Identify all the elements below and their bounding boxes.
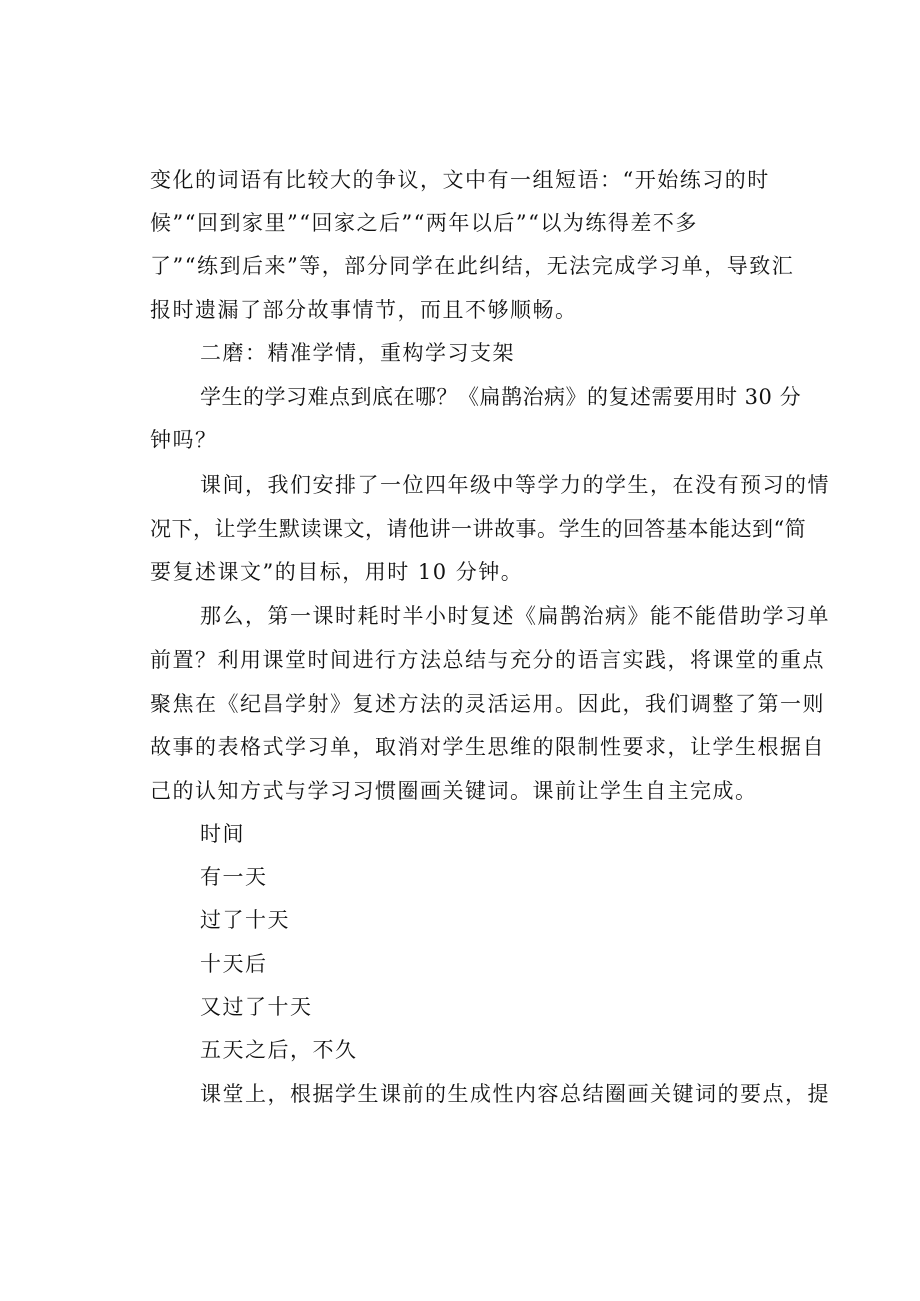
table-cell: 有一天 <box>200 865 268 889</box>
paragraph-line: 那么，第一课时耗时半小时复述《扁鹊治病》能不能借助学习单 <box>200 604 830 628</box>
table-cell: 十天后 <box>200 952 268 976</box>
table-label: 时间 <box>200 822 245 846</box>
table-cell: 又过了十天 <box>200 995 313 1019</box>
table-cell: 过了十天 <box>200 908 290 932</box>
paragraph-line: 况下，让学生默读课文，请他讲一讲故事。学生的回答基本能达到“简 <box>150 517 807 541</box>
section-heading: 二磨：精准学情，重构学习支架 <box>200 341 515 365</box>
paragraph-line: 聚焦在《纪昌学射》复述方法的灵活运用。因此，我们调整了第一则 <box>150 692 825 716</box>
paragraph-line: 变化的词语有比较大的争议，文中有一组短语：“开始练习的时 <box>150 168 770 192</box>
paragraph-line: 己的认知方式与学习习惯圈画关键词。课前让学生自主完成。 <box>150 779 758 803</box>
table-cell: 五天之后，不久 <box>200 1038 358 1062</box>
paragraph-line: 报时遗漏了部分故事情节，而且不够顺畅。 <box>150 298 578 322</box>
paragraph-line: 学生的学习难点到底在哪？《扁鹊治病》的复述需要用时 30 分 <box>200 385 802 409</box>
paragraph-line: 故事的表格式学习单，取消对学生思维的限制性要求，让学生根据自 <box>150 735 825 759</box>
paragraph-line: 课堂上，根据学生课前的生成性内容总结圈画关键词的要点，提 <box>200 1082 830 1106</box>
paragraph-line: 候”“回到家里”“回家之后”“两年以后”“以为练得差不多 <box>150 211 698 235</box>
paragraph-line: 课间，我们安排了一位四年级中等学力的学生，在没有预习的情 <box>200 473 830 497</box>
paragraph-line: 钟吗？ <box>150 428 218 452</box>
paragraph-line: 要复述课文”的目标，用时 10 分钟。 <box>150 560 524 584</box>
paragraph-line: 前置？利用课堂时间进行方法总结与充分的语言实践，将课堂的重点 <box>150 648 825 672</box>
paragraph-line: 了”“练到后来”等，部分同学在此纠结，无法完成学习单，导致汇 <box>150 254 795 278</box>
